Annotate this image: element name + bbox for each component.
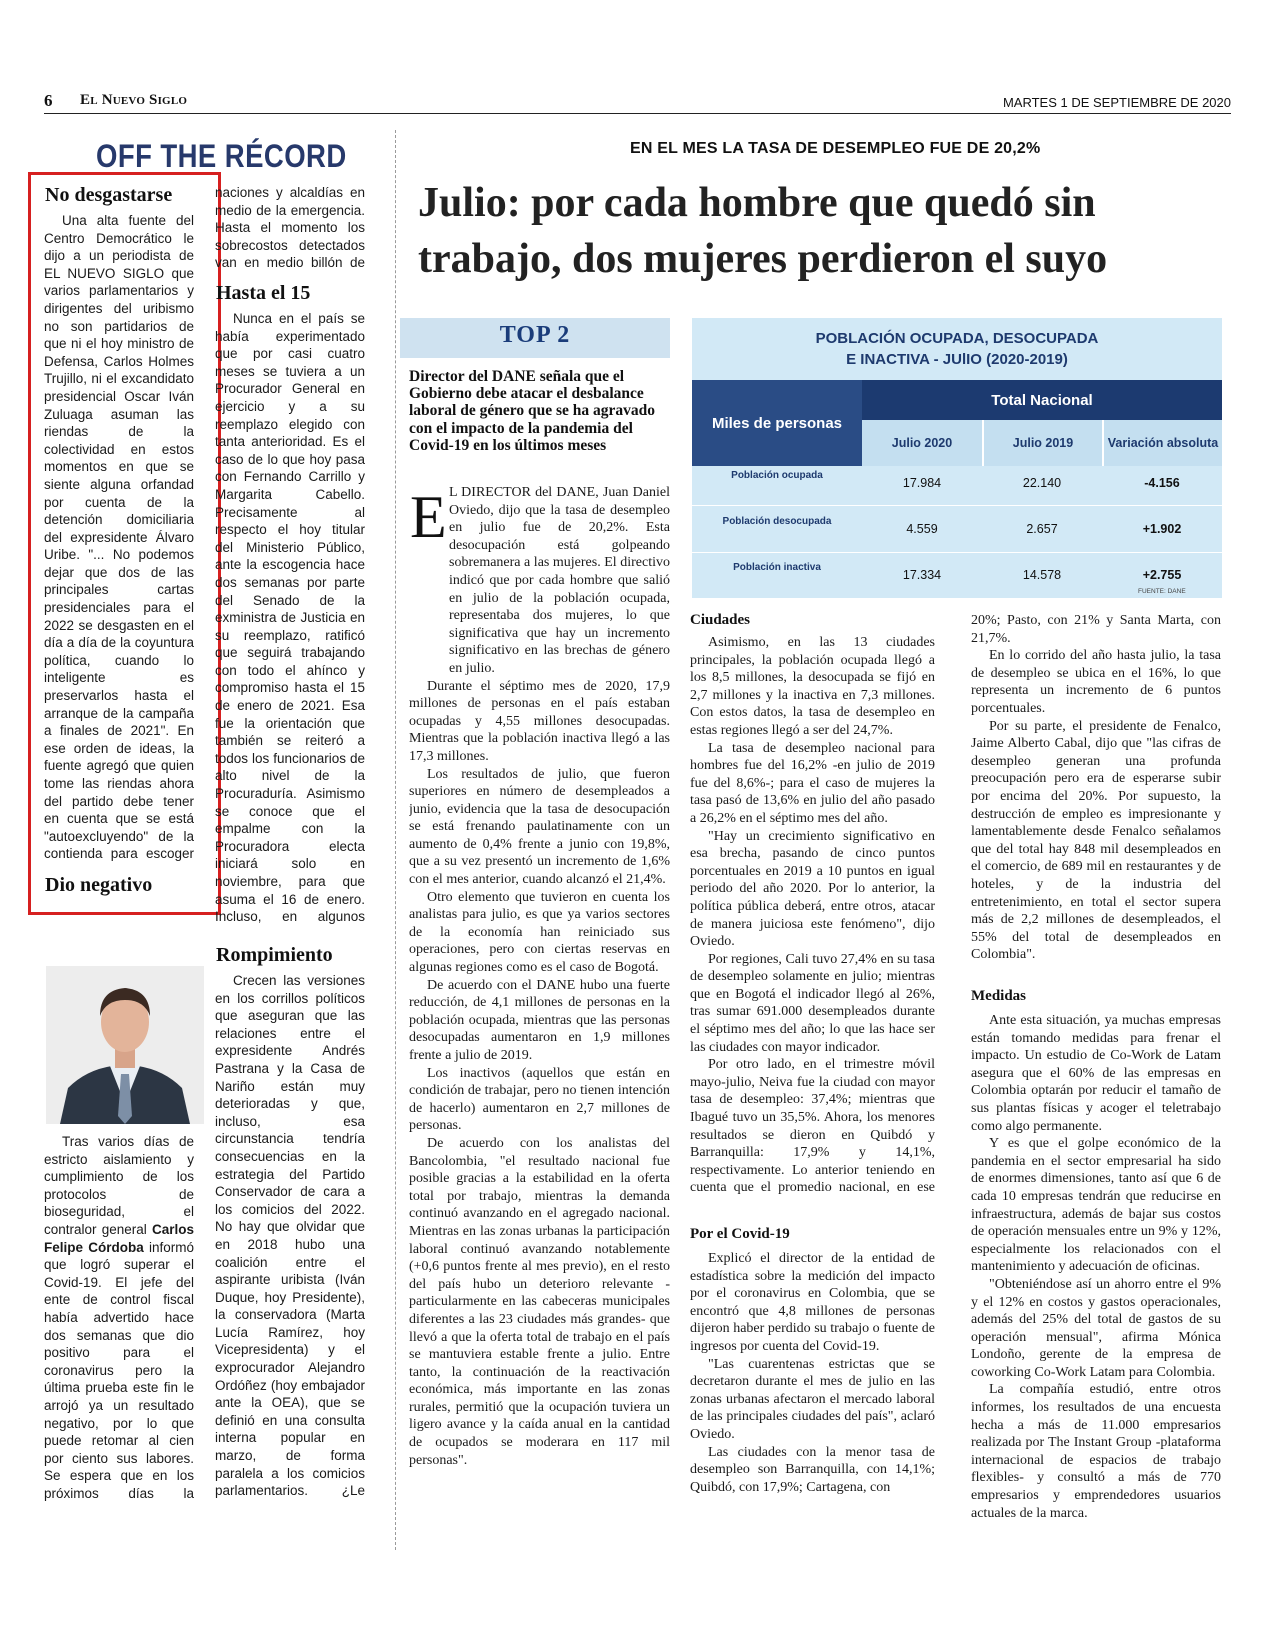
infographic-source: FUENTE: DANE xyxy=(1138,588,1186,595)
table-row-label: Población inactiva xyxy=(733,562,821,573)
section-title: OFF THE RÉCORD xyxy=(96,138,347,174)
article-paragraph: Por regiones, Cali tuvo 27,4% en su tasa de desempleo solamente en julio; mientras que en Bogotá el indicador llegó al 26%, tras sumar 691.000 desempleados durante el séptimo mes del año; lo que las hace ser las ciudades con mayor indicador. xyxy=(690,951,935,1055)
article-paragraph: Durante el séptimo mes de 2020, 17,9 millones de personas en el país estaban ocupadas y 4,55 millones desocupadas. Mientras que la población inactiva llegó a las 17,3 millones. xyxy=(409,678,670,764)
brief-paragraph: Una alta fuente del Centro Democrático le dijo a un periodista de EL NUEVO SIGLO que varios parlamentarios y dirigentes del uribismo no son partidarios de que ni el hoy ministro de Defensa, Carlos Holmes Trujillo, ni el excandidato presidencial Oscar Iván Zuluaga asuman las riendas de la colectividad en estos momentos en que se siente alguna orfandad por cuenta de la detención domiciliaria del expresidente Álvaro Uribe. "... No podemos dejar que dos de las principales cartas presidenciales para el 2022 se desgasten en el día a día de la coyuntura política, cuando lo inteligente es preservarlos hasta el arranque de la campaña a finales de 2021". En ese orden de ideas, la fuente agregó que quien tome las riendas ahora del partido debe tener en cuenta que se está "autoexcluyendo" de la contienda para escoger xyxy=(44,213,194,862)
column-divider xyxy=(395,130,396,1550)
article-paragraph: Por su parte, el presidente de Fenalco, Jaime Alberto Cabal, dijo que "las cifras de desempleo generan una profunda preocupación pero era de esperarse subir por encima del 20%. Por supuesto, la destrucción de empleo es impresionante y lamentablemente desde Fenalco señalamos que del total hay 848 mil desempleados en el comercio, de 689 mil en restaurantes y de hoteles, y de la industria del entretenimiento, en total el sector supera más de 2,2 millones de desempleados, el 55% del total de desempleados en Colombia". xyxy=(971,718,1221,963)
table-cell: 22.140 xyxy=(1022,476,1062,490)
brief-paragraph: naciones y alcaldías en medio de la emergencia. Hasta el momento los sobrecostos detectados van en medio billón de xyxy=(215,185,365,271)
table-header-group: Total Nacional xyxy=(862,380,1222,420)
article-paragraph: Las ciudades con la menor tasa de desempleo son Barranquilla, con 14,1%; Quibdó, con 17,9%; Cartagena, con xyxy=(690,1444,935,1495)
infographic-title xyxy=(692,328,1222,370)
article-deck: Director del DANE señala que el Gobierno debe atacar el desbalance laboral de género que se ha agravado con el impacto de la pandemia del Covid-19 en los últimos meses xyxy=(409,368,655,454)
brief-continuation xyxy=(215,184,365,272)
table-cell: 17.334 xyxy=(902,568,942,582)
article-column-1 xyxy=(409,484,670,1524)
table-column-header: Julio 2019 xyxy=(982,420,1102,466)
person-name: Carlos Felipe Córdoba xyxy=(44,1221,194,1255)
infographic-title-line: E INACTIVA - JUlIO (2020-2019) xyxy=(846,351,1068,368)
drop-cap: E xyxy=(410,484,447,550)
subheading-ciudades: Ciudades xyxy=(690,612,751,628)
article-paragraph: La tasa de desempleo nacional para hombres fue del 16,2% -en julio de 2019 fue del 8,6%-; para el caso de mujeres la tasa pasó de 13,6% en julio del año pasado a 26,2% en el séptimo mes del año. xyxy=(690,740,935,826)
brief-heading-no-desgastarse: No desgastarse xyxy=(45,184,173,206)
article-headline: Julio: por cada hombre que quedó sin trabajo, dos mujeres perdieron el suyo xyxy=(418,180,1108,282)
infographic-title-line: POBLACIÓN OCUPADA, DESOCUPADA xyxy=(815,330,1099,347)
table-row-divider xyxy=(692,505,1222,506)
article-paragraph: Los resultados de julio, que fueron superiores en número de desempleados a junio, evidencia que la tasa de desocupación se está frenando paulatinamente con un aumento de 0,4% frente a junio con 19,8%, que a su vez presentó un incremento de 1,6% con el mes anterior, cuando alcanzó el 21,4%. xyxy=(409,766,670,888)
top-label: TOP 2 xyxy=(499,322,571,348)
article-paragraph: Y es que el golpe económico de la pandemia en el sector empresarial ha sido de enormes dimensiones, tanto así que 6 de cada 10 empresas tendrán que reducirse en infraestructura, además de bajar sus costos de operación mensuales entre un 9% y 12%, especialmente los relacionados con el mantenimiento y adecuación de oficinas. xyxy=(971,1136,1221,1275)
article-paragraph: "Hay un crecimiento significativo en esa brecha, pasando de cinco puntos porcentuales en 2019 a 10 puntos en igual periodo del año 2020. Por lo anterior, la política pública deberá, entre otros, atacar de manera juiciosa este fenómeno", dijo Oviedo. xyxy=(690,828,935,950)
table-column-header: Julio 2020 xyxy=(862,420,982,466)
brief-body-no-desgastarse xyxy=(44,212,194,864)
brief-paragraph xyxy=(44,1133,194,1503)
table-cell: 17.984 xyxy=(902,476,942,490)
table-row-label: Población ocupada xyxy=(731,470,823,481)
brief-paragraph: Nunca en el país se había experimentado que por casi cuatro meses se tuviera a un Procurador General en ejercicio y a su reemplazo elegido con tanta anterioridad. Es el caso de lo que hoy pasa con Fernando Carrillo y Margarita Cabello. Precisamente al respecto el hoy titular del Ministerio Público, ante la escogencia hace dos semanas por parte del Senado de la exministra de Justicia en su reemplazo, ratificó que seguirá trabajando con todo el ahínco y compromiso hasta el 15 de enero de 2021. Esa fue la orientación que también se reiteró a todos los funcionarios de alto nivel de la Procuraduría. Asimismo se conoce que el empalme con la Procuradora electa iniciará solo en noviembre, para que asuma el 16 de enero. Incluso, en algunos xyxy=(215,311,365,925)
article-paragraph: 20%; Pasto, con 21% y Santa Marta, con 21,7%. xyxy=(971,613,1221,646)
brief-body-rompimiento xyxy=(215,972,365,1502)
article-column-2b xyxy=(690,1250,935,1526)
article-column-3a xyxy=(971,612,1221,984)
table-cell: -4.156 xyxy=(1144,476,1180,490)
brief-body-dio-negativo xyxy=(44,1133,194,1503)
text-run: informó que logró superar el Covid-19. El jefe del ente de control fiscal había advertido hace dos semanas que dio positivo para el coronavirus pero la última prueba este fin le arrojó ya un resultado negativo, por lo que puede retomar al cien por ciento sus labores. Se espera que en los próximos días la xyxy=(44,1239,194,1501)
brief-heading-rompimiento: Rompimiento xyxy=(216,944,333,966)
article-paragraph: Asimismo, en las 13 ciudades principales, la población ocupada llegó a los 8,5 millones, la desocupada se fijó en 2,7 millones y la inactiva en 7,3 millones. Con estos datos, la tasa de desempleo en estas regiones llegó a ser del 24,7%. xyxy=(690,635,935,738)
article-column-3b xyxy=(971,1012,1221,1526)
table-row-divider xyxy=(692,552,1222,553)
portrait-photo xyxy=(46,966,204,1124)
article-column-2a xyxy=(690,634,935,1194)
table-header-units: Miles de personas xyxy=(692,380,862,466)
article-paragraph: En lo corrido del año hasta julio, la tasa de desempleo se ubica en el 16%, lo que representa un incremento de 6 puntos porcentuales. xyxy=(971,648,1221,716)
page-number: 6 xyxy=(44,91,53,110)
article-paragraph: De acuerdo con los analistas del Bancolombia, "el resultado nacional fue posible gracias a la estabilidad en la oferta total por trabajo, mientras la demanda continuó avanzando en el agregado nacional. Mientras en las zonas urbanas la participación laboral continuó avanzando notablemente (+0,6 puntos frente al mes previo), en el resto del país hubo un deterioro relevante - particularmente en las cabeceras municipales diferentes a las 23 ciudades más grandes- que llevó a que la oferta total de trabajo en el país se mantuviera estable frente a julio. Entre tanto, la continuación de la reactivación económica, más importante en las zonas rurales, permitió que la ocupación tuviera un ligero avance y la caída anual en la cantidad de ocupados se moderara en 117 mil personas". xyxy=(409,1135,670,1468)
publication-name: El Nuevo Siglo xyxy=(80,92,188,108)
table-row-label: Población desocupada xyxy=(722,516,832,527)
table-cell: 14.578 xyxy=(1022,568,1062,582)
header-rule xyxy=(44,113,1231,114)
article-paragraph: La compañía estudió, entre otros informes, los resultados de una encuesta hecha a más de 11.000 empresarios realizada por The Instant Group -plataforma internacional de espacios de trabajo flexibles- y consultó a más de 770 empresarios y emprendedores usuarios actuales de la marca. xyxy=(971,1382,1221,1521)
article-paragraph: De acuerdo con el DANE hubo una fuerte reducción, de 4,1 millones de personas en la población ocupada, mientras que las personas desocupadas aumentaron en 1,9 millones frente a julio de 2019. xyxy=(409,977,670,1063)
subheading-covid: Por el Covid-19 xyxy=(690,1226,790,1242)
article-paragraph: Por otro lado, en el trimestre móvil mayo-julio, Neiva fue la ciudad con mayor tasa de desempleo: 37,4%; mientras que Ibagué tuvo un 35,5%. Ahora, los menores resultados se dieron en Quibdó y Barranquilla: 17,9% y 14,1%, respectivamente. Lo anterior teniendo en cuenta que el promedio nacional, en ese xyxy=(690,1057,935,1194)
article-paragraph: Otro elemento que tuvieron en cuenta los analistas para julio, es que ya varios sectores de la economía han reiniciado sus operaciones, pero con ciertas reservas en algunas regiones como es el caso de Bogotá. xyxy=(409,889,670,976)
article-paragraph: "Las cuarentenas estrictas que se decretaron durante el mes de julio en las zonas urbanas afectaron el mercado laboral de las principales ciudades del país", aclaró Oviedo. xyxy=(690,1356,935,1442)
table-cell: +2.755 xyxy=(1142,568,1182,582)
article-paragraph: L DIRECTOR del DANE, Juan Daniel Oviedo, dijo que la tasa de desempleo en julio fue de 20,2%. Esta desocupación está golpeando sobremanera a las mujeres. El directivo indicó que por cada hombre que salió en julio de la población ocupada, representaba dos mujeres, lo que significativa que hay un incremento significativo en las brechas de género en julio. xyxy=(449,485,670,676)
article-paragraph: Explicó el director de la entidad de estadística sobre la medición del impacto por el coronavirus en Colombia, que se encontró que 4,8 millones de personas dijeron haber perdido su trabajo o fuente de ingresos por cuenta del Covid-19. xyxy=(690,1251,935,1354)
table-column-header: Variación absoluta xyxy=(1102,420,1222,466)
table-cell: 2.657 xyxy=(1026,522,1058,536)
article-kicker: EN EL MES LA TASA DE DESEMPLEO FUE DE 20,2% xyxy=(630,140,1041,157)
publication-date: MARTES 1 DE SEPTIEMBRE DE 2020 xyxy=(1002,95,1231,110)
table-cell: 4.559 xyxy=(906,522,938,536)
brief-heading-dio-negativo: Dio negativo xyxy=(45,874,153,896)
brief-body-hasta-el-15 xyxy=(215,310,365,926)
text-run: Tras varios días de estricto aislamiento y cumplimiento de los protocolos de bioseguridad, el contralor general xyxy=(44,1134,194,1237)
brief-paragraph: Crecen las versiones en los corrillos políticos que aseguran que las relaciones entre el expresidente Andrés Pastrana y la Casa de Nariño están muy deterioradas y que, incluso, esa circunstancia tendría consecuencias en la estrategia del Partido Conservador de cara a los comicios del 2022. No hay que olvidar que en 2018 hubo una coalición entre el aspirante uribista (Iván Duque, hoy Presidente), la conservadora (Marta Lucía Ramírez, hoy Vicepresidenta) y el exprocurador Alejandro Ordóñez (hoy embajador ante la OEA), que se definió en una consulta interna popular en marzo, de forma paralela a los comicios parlamentarios. ¿Le xyxy=(215,973,365,1499)
article-paragraph: "Obteniéndose así un ahorro entre el 9% y el 12% en costos y gastos operacionales, además del 25% del total de gastos de su operación mensual", afirma Mónica Londoño, gerente de la empresa de coworking Co-Work Latam para Colombia. xyxy=(971,1276,1221,1380)
table-cell: +1.902 xyxy=(1142,522,1182,536)
brief-heading-hasta-el-15: Hasta el 15 xyxy=(216,282,311,304)
subheading-medidas: Medidas xyxy=(971,988,1027,1004)
article-paragraph: Ante esta situación, ya muchas empresas están tomando medidas para frenar el impacto. Un estudio de Co-Work de Latam asegura que el 60% de las empresas en Colombia optarán por reducir el tamaño de sus plantas físicas y acoger el teletrabajo como algo permanente. xyxy=(971,1013,1221,1134)
article-paragraph: Los inactivos (aquellos que están en condición de trabajar, pero no tienen intención de hacerlo) aumentaron en 2,7 millones de personas. xyxy=(409,1065,670,1134)
